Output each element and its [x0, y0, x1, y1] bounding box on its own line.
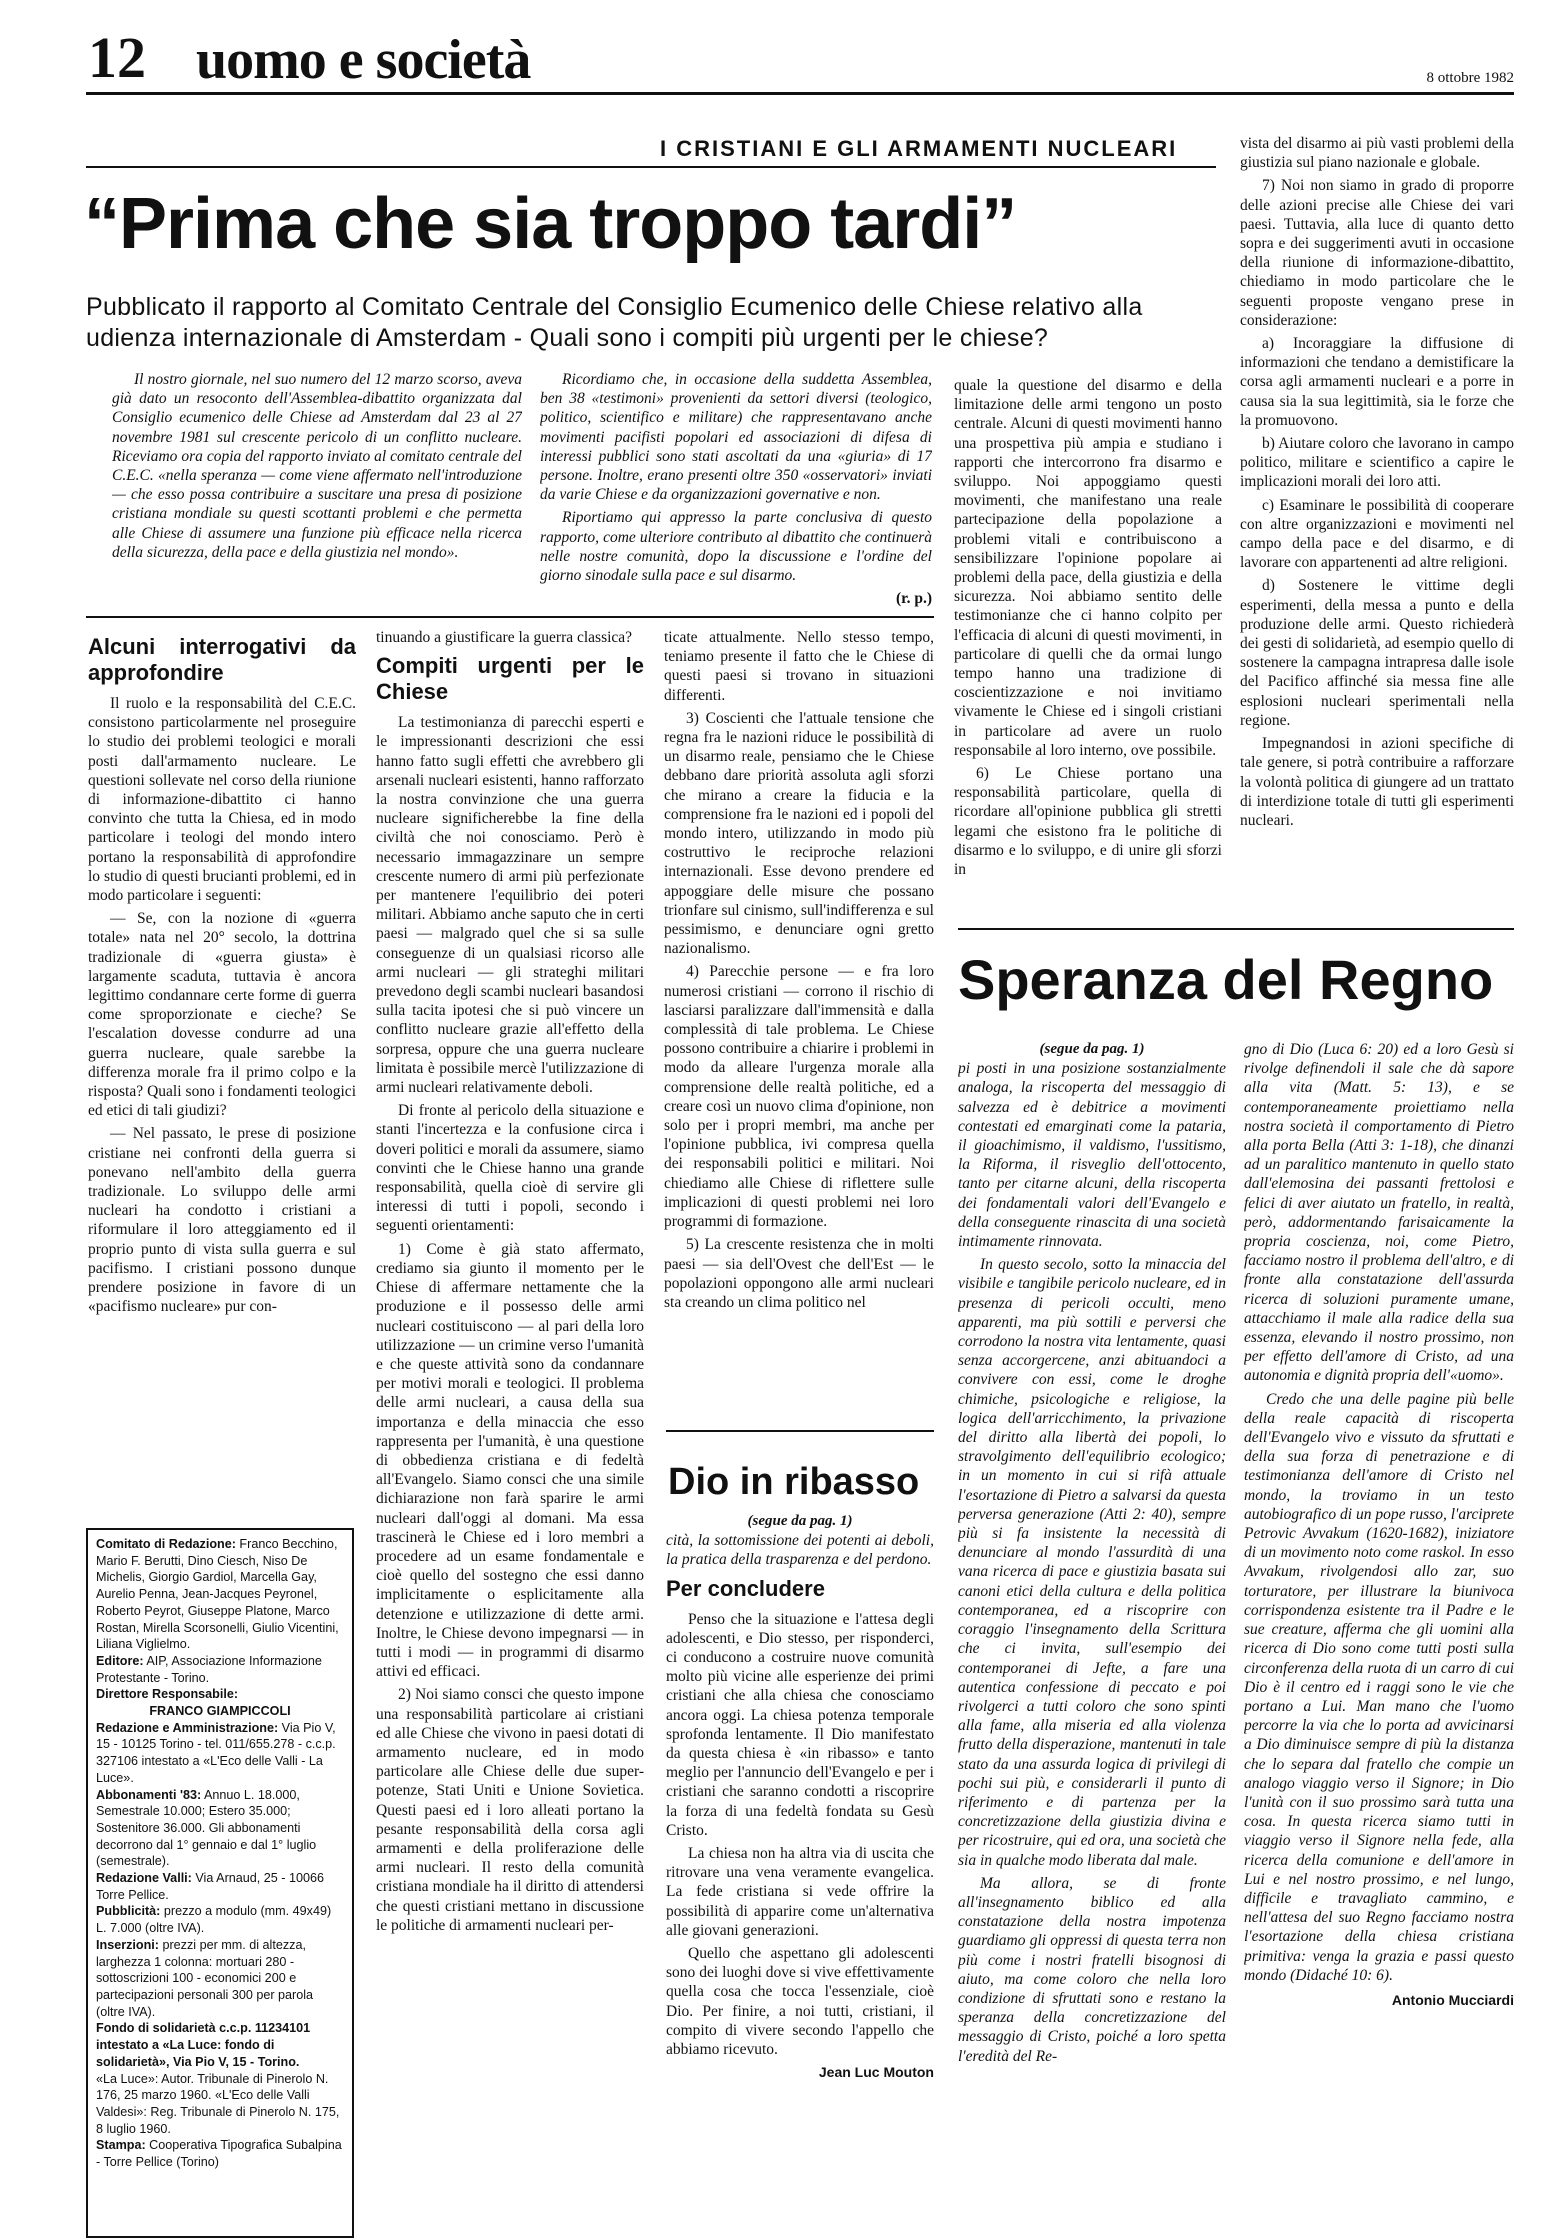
intro-signature: (r. p.): [895, 590, 932, 608]
credits-line: Pubblicità: prezzo a modulo (mm. 49x49) L. 7.000 (oltre IVA).: [96, 1904, 332, 1936]
paragraph: Di fronte al pericolo della situazione e stanti l'incertezza e la confusione circa i doveri politici e morali da assumere, siamo convinti che le Chiese hanno una grande responsabilità, quella cioè di servire gli interessi di tutti i popoli, secondo i seguenti orientamenti:: [376, 1102, 644, 1235]
paragraph: vista del disarmo ai più vasti problemi della giustizia sul piano nazionale e globale.: [1240, 135, 1514, 172]
paragraph: 7) Noi non siamo in grado di proporre delle azioni precise alle Chiese dei vari paesi. Tuttavia, alla luce di quanto detto sopra e dei suggerimenti avuti in occasione della riunione di informazione-dibattito, chiediamo in modo particolare che le seguenti proposte vengano prese in considerazione:: [1240, 177, 1514, 329]
section-title: uomo e società: [196, 29, 531, 91]
intro-column-2: [540, 370, 932, 610]
credits-line: Inserzioni: prezzi per mm. di altezza, larghezza 1 colonna: mortuari 280 - sottoscrizioni 100 - economici 200 e partecipazioni personali 300 per parola (oltre IVA).: [96, 1937, 314, 2019]
subheading-compiti: Compiti urgenti per le Chiese: [376, 653, 644, 705]
article-deck: Pubblicato il rapporto al Comitato Centrale del Consiglio Ecumenico delle Chiese relativo alla udienza internazionale di Amsterdam - Quali sono i compiti più urgenti per le chiese?: [86, 293, 1143, 352]
continued-from-note: (segue da pag. 1): [1039, 1041, 1145, 1057]
credits-line: Fondo di solidarietà c.c.p. 11234101 intestato a «La Luce: fondo di solidarietà», Via Pio V, 15 - Torino.: [96, 2021, 311, 2069]
paragraph: La chiesa non ha altra via di uscita che ritrovare una vena veramente evangelica. La fede cristiana si vede offrire la possibilità di apparire come un'alternativa alle giovani generazioni.: [666, 1845, 934, 1939]
article-headline: “Prima che sia troppo tardi”: [84, 184, 1017, 264]
credits-line: «La Luce»: Autor. Tribunale di Pinerolo N. 176, 25 marzo 1960. «L'Eco delle Valli Valdesi»: Reg. Tribunale di Pinerolo N. 175, 8 luglio 1960.: [96, 2071, 340, 2136]
speranza-article-title: Speranza del Regno: [958, 948, 1494, 1011]
paragraph: Credo che una delle pagine più belle della reale capacità di riscoperta dell'Evangelo vivo e vissuto da sfruttati e della sua forza di penetrazione e di testimonianza dell'amore di Cristo nel mondo, la troviamo in un testo autobiografico di un pope russo, l'arciprete Petrovic Avvakum (1620-1682), iniziatore di un movimento noto come raskol. In esso Avvakum, rivolgendosi allo zar, suo torturatore, per illustrare la biunivoca corrispondenza esistente tra il Padre e le sue creature, afferma che gli uomini alla ricerca di Dio sono come tutti posti sulla circonferenza della ruota di un carro di cui Dio è il centro ed i raggi sono le vie che portano a Lui. Man mano che l'uomo percorre la via che lo porta ad avvicinarsi a Dio diminuisce sempre di più la distanza che lo separa dal fratello che compie un analogo viaggio verso il Signore; in Dio l'unità con il suo prossimo sarà tutta una cosa. In questa ricerca siamo tutti in viaggio verso il Signore nella fede, alla ricerca della comunione e dell'amore in Lui e nel nostro prossimo, e nel lungo, difficile e travagliato cammino, e nell'attesa del suo Regno facciamo nostra l'esortazione della chiesa cristiana primitiva: venga la grazia e passi questo mondo (Didaché 10: 6).: [1244, 1390, 1514, 1984]
credits-line: Abbonamenti '83: Annuo L. 18.000, Semestrale 10.000; Estero 35.000; Sostenitore 36.000. Gli abbonamenti decorrono dal 1° gennaio e dal 1° luglio (semestrale).: [96, 1787, 317, 1869]
paragraph: 3) Coscienti che l'attuale tensione che regna fra le nazioni riduce le possibilità di un disarmo reale, pensiamo che le Chiese debbano dare priorità assoluta agli sforzi che mirano a creare la fiducia e la comprensione fra le nazioni ed i popoli del mondo intero, utilizzando in modo più costruttivo le reciproche relazioni internazionali. Esse devono prendere ed appoggiare delle misure che possano trionfare sul cinismo, sull'indifferenza e sul pessimismo, e denunciare ogni gretto nazionalismo.: [664, 709, 934, 958]
paragraph: 4) Parecchie persone — e fra loro numerosi cristiani — corrono il rischio di lasciarsi paralizzare dall'immensità e dalla complessità di tale problema. Le Chiese possono contribuire a chiarire i problemi in modo da alleare l'urgenza morale alla comprensione delle realtà politiche, ed a creare così un nuovo clima d'opinione, non solo per i propri membri, ma anche per l'opinione pubblica, ivi compresa quella dei responsabili politici e militari. Noi chiediamo alle Chiese di riflettere sulle implicazioni di questi problemi nei loro programmi di formazione.: [664, 963, 934, 1231]
paragraph: Ma allora, se di fronte all'insegnamento biblico ed alla constatazione della nostra impotenza guardiamo gli oppressi di questa terra non più come i nostri fratelli bisognosi di aiuto, ma come coloro che nella loro condizione di sfruttati sono e restano la speranza della concretizzazione del messaggio di Cristo, poiché a loro spetta l'eredità del Re-: [958, 1874, 1226, 2065]
body-column-5: [1240, 134, 1514, 914]
credits-line: Comitato di Redazione: Franco Becchino, Mario F. Berutti, Dino Ciesch, Niso De Michelis, Giorgio Gardiol, Marcella Gay, Aurelio Penna, Jean-Jacques Peyronel, Roberto Peyrot, Giuseppe Platone, Marco Rostan, Mirella Scorsonelli, Giulio Vicentini, Liliana Viglielmo.: [96, 1537, 339, 1652]
speranza-top-rule: [958, 928, 1514, 930]
paragraph: Quello che aspettano gli adolescenti sono dei luoghi dove si vive effettivamente quella cosa che tocca l'essenziale, cioè Dio. Per finire, a noi tutti, cristiani, il compito di vivere secondo l'appello che abbiamo ricevuto.: [666, 1945, 934, 2059]
dio-top-rule: [666, 1430, 934, 1432]
speranza-column-b: [1244, 1040, 1514, 2190]
dio-article-body: [666, 1512, 934, 2192]
paragraph: tinuando a giustificare la guerra classica?: [376, 629, 633, 646]
subheading-interrogativi: Alcuni interrogativi da approfondire: [88, 634, 356, 685]
credits-line: Direttore Responsabile:: [96, 1687, 239, 1702]
paragraph: a) Incoraggiare la diffusione di informazioni che tendano a demistificare la corsa agli armamenti nucleari e a porre in causa sia la sua legittimità, sia le forze che la promuovono.: [1240, 335, 1514, 429]
credits-line: Editore: AIP, Associazione Informazione Protestante - Torino.: [96, 1653, 322, 1685]
article-kicker: I CRISTIANI E GLI ARMAMENTI NUCLEARI: [660, 136, 1178, 161]
paragraph: c) Esaminare le possibilità di cooperare con altre organizzazioni e movimenti nel campo della pace e del disarmo, e di lavorare con appartenenti ad altre religioni.: [1240, 496, 1514, 572]
subheading-per-concludere: Per concludere: [666, 1575, 825, 1601]
paragraph: gno di Dio (Luca 6: 20) ed a loro Gesù si rivolge definendoli il sale che dà sapore alla vita (Matt. 5: 13), e se contemporaneamente proiettiamo nella nostra società il comportamento di Pietro alla porta Bella (Atti 3: 1-18), che dinanzi ad un paralitico mantenuto in quello stato dall'elemosina dei passanti frettolosi e felici di aver aiutato un fratello, in realtà, però, addormentando farisaicamente la propria coscienza, noi, come Pietro, facciamo nostro il problema dell'altro, e di fronte alla constatazione dell'assurda ricerca di soluzioni puramente umane, attacchiamo il male alla radice della sua essenza, elevando il nostro prossimo, non per effetto dell'amore di Cristo, ad una autonomia e dignità propria dell'«uomo».: [1244, 1041, 1514, 1385]
kicker-rule: [86, 166, 1216, 168]
intro-text-2: Ricordiamo che, in occasione della suddetta Assemblea, ben 38 «testimoni» provenienti da settori diversi (teologico, politico, scientifico e militare) che rappresentavano anche movimenti pacifisti popolari ed associazioni di difesa di interessi pubblici sono stati ascoltati da una «giuria» di 17 persone. Inoltre, erano presenti oltre 350 «osservatori» inviati da varie Chiese e da organizzazioni governative e non.: [540, 371, 932, 504]
paragraph: La testimonianza di parecchi esperti e le impressionanti descrizioni che essi hanno fatto sugli effetti che avrebbero gli arsenali nucleari esistenti, hanno rafforzato la nostra convinzione che una guerra nucleare significherebbe la fine della civiltà che noi conosciamo. Però è necessario immagazzinare un sempre crescente numero di armi più perfezionate per mantenere l'equilibrio dei poteri militari. Abbiamo anche saputo che in certi paesi — malgrado quel che si sa sulle conseguenze di un qualsiasi ricorso alle armi nucleari — gli strateghi militari prevedono degli scambi nucleari basandosi sulla tacita ipotesi che si può vincere un conflitto nucleare grazie all'effetto della sorpresa, oppure che una guerra nucleare limitata è possibile mercè l'utilizzazione di armi nucleari relativamente deboli.: [376, 714, 644, 1097]
intro-text-1: Il nostro giornale, nel suo numero del 12 marzo scorso, aveva già dato un resoconto dell'Assemblea-dibattito organizzata dal Consiglio ecumenico delle Chiese ad Amsterdam dal 23 al 27 novembre 1981 sul crescente pericolo di un conflitto nucleare. Riceviamo ora copia del rapporto inviato al comitato centrale del C.E.C. «nella speranza — come viene affermato nell'introduzione — che esso possa contribuire a suscitare una presa di posizione cristiana mondiale su questi scottanti problemi e che permetta alle Chiese di assumere una funzione più efficace nella ricerca della sicurezza, della pace e della giustizia nel mondo».: [112, 371, 522, 561]
credits-line: Redazione Valli: Via Arnaud, 25 - 10066 Torre Pellice.: [96, 1871, 324, 1902]
dio-article-title: Dio in ribasso: [668, 1461, 920, 1503]
body-column-3: [664, 628, 934, 1424]
body-column-4: [954, 376, 1222, 916]
intro-rule: [86, 616, 934, 618]
body-column-1: [88, 628, 356, 1518]
masthead-rule: [86, 92, 1514, 95]
paragraph: 1) Come è già stato affermato, crediamo sia giunto il momento per le Chiese di affermare nettamente che la produzione e il possesso delle armi nucleari costituiscono — al pari della loro utilizzazione — un crimine verso l'umanità e che queste attività sono da condannare per motivi morali e teologici. Il problema delle armi nucleari, a causa della sua importanza e della minaccia che esso rappresenta per l'umanità, è una questione di obbedienza cristiana e di fedeltà all'Evangelo. Siamo consci che una simile dichiarazione non farà sparire le armi nucleari dall'oggi al domani. Ma essa trascinerà le Chiese ed i loro membri a procedere ad un esame fondamentale e cioè quello del sostegno che essi danno implicitamente o esplicitamente alla detenzione e utilizzazione di dette armi. Inoltre, le Chiese devono impegnarsi — in tutti i modi — in programmi di disarmo attivi ed efficaci.: [376, 1240, 644, 1681]
paragraph: In questo secolo, sotto la minaccia del visibile e tangibile pericolo nucleare, ed in presenza di pericoli occulti, meno apparenti, ma più sottili e perversi che corrodono la nostra vita lentamente, quasi senza accorgercene, anzi abituandoci a convivere con essi, come le droghe chimiche, psicologiche e religiose, la logica dell'arricchimento, la privazione del diritto alla libertà dei popoli, lo stravolgimento dell'equilibrio ecologico; in un momento in cui si rifà attuale l'esortazione di Pietro a salvarsi da questa perversa generazione (Atti 2: 40), sempre più si fa insistente la necessità di denunciare al mondo l'assurdità di una vana ricerca di pace e giustizia basata sui canoni etici della cultura e della politica contemporanea, ed a riscoprire con coraggio l'insegnamento della Scrittura che ci invita, sull'esempio dei contemporanei di Jefte, a fare una autentica confessione di peccato e poi rivolgerci a tutti coloro che sono spinti alla fame, alla miseria ed alla violenza frutto della disperazione, mantenuti in tale stato da una assurda logica di privilegi di pochi sui più, e considerarli il punto di riferimento e di partenza per la concretizzazione della giustizia divina e per ricostruire, qui ed ora, una società che sia in qualche modo liberata dal male.: [958, 1256, 1226, 1869]
paragraph: 6) Le Chiese portano una responsabilità particolare, quella di ricordare all'opinione pubblica gli stretti legami che esistono fra le politiche di disarmo e lo sviluppo, e di unire gli sforzi in: [954, 765, 1222, 879]
paragraph: Impegnandosi in azioni specifiche di tale genere, si potrà contribuire a rafforzare la volontà politica di giungere ad un trattato di interdizione totale di tutti gli esperimenti nucleari.: [1240, 735, 1514, 829]
author-signature: Antonio Mucciardi: [1391, 1991, 1514, 2008]
paragraph: 2) Noi siamo consci che questo impone una responsabilità particolare ai cristiani ed alle Chiese che vivono in paesi dotati di armamento nucleare, ed in modo particolare alle Chiese delle due super-potenze, Stati Uniti e Unione Sovietica. Questi paesi ed i loro alleati portano la pesante responsabilità della corsa agli armamenti e della proliferazione delle armi nucleari. Il resto della comunità cristiana mondiale ha il diritto di attendersi che questi cristiani mettano in discussione le politiche di armamenti nucleari per-: [376, 1686, 644, 1934]
credits-line: FRANCO GIAMPICCOLI: [149, 1704, 291, 1719]
page-number: 12: [88, 25, 146, 90]
credits-line: Stampa: Cooperativa Tipografica Subalpina - Torre Pellice (Torino): [96, 2138, 342, 2170]
intro-column-1: [112, 370, 522, 610]
paragraph: Il ruolo e la responsabilità del C.E.C. consistono particolarmente nel proseguire lo studio dei problemi teologici e morali posti dall'armamento nucleare. Le questioni sollevate nel corso della riunione di informazione-dibattito ci hanno convinto che tutta la Chiesa, ed in modo particolare i teologi del mondo intero portano la responsabilità di approfondire lo studio di questi brucianti problemi, ed in modo particolare i seguenti:: [88, 695, 356, 905]
paragraph: pi posti in una posizione sostanzialmente analoga, la riscoperta del messaggio di salvezza ed è debitrice a movimenti contestati ed emarginati come la pataria, il gioachimismo, il valdismo, l'ussitismo, la Riforma, il risveglio dell'ottocento, tanto per citarne alcuni, della riscoperta dei fondamentali valori dell'Evangelo e della conseguente rinascita di una società intimamente rinnovata.: [958, 1060, 1226, 1251]
paragraph: ticate attualmente. Nello stesso tempo, teniamo presente il fatto che le Chiese di questi paesi si trovano in situazioni differenti.: [664, 629, 934, 704]
paragraph: — Nel passato, le prese di posizione cristiane nei confronti della guerra si ponevano nell'ambito della guerra tradizionale. Lo sviluppo delle armi nucleari ha condotto i cristiani a riformulare il loro atteggiamento ed il proprio punto di vista sulla guerra e sul pacifismo. I cristiani possono dunque prendere posizione in favore di un «pacifismo nucleare» pur con-: [88, 1125, 356, 1316]
credits-line: Redazione e Amministrazione: Via Pio V, 15 - 10125 Torino - tel. 011/655.278 - c.c.p. 327106 intestato a «L'Eco delle Valli - La Luce».: [96, 1720, 336, 1785]
intro-text-3: Riportiamo qui appresso la parte conclusiva di questo rapporto, come ulteriore contributo al dibattito che continuerà nelle nostre comunità, dopo la discussione e l'ordine del giorno sinodale sulla pace e sul disarmo.: [540, 509, 932, 585]
paragraph: 5) La crescente resistenza che in molti paesi — sia dell'Ovest che dell'Est — le popolazioni oppongono alle armi nucleari sta creando un clima politico nel: [664, 1236, 934, 1311]
author-signature: Jean Luc Mouton: [818, 2064, 934, 2081]
speranza-column-a: [958, 1040, 1226, 2190]
paragraph: quale la questione del disarmo e della limitazione delle armi tengono un posto centrale. Alcuni di questi movimenti hanno una prospettiva più ampia e studiano i rapporti che intercorrono fra disarmo e sviluppo. Noi appoggiamo questi movimenti, che manifestano una reale partecipazione della popolazione a problemi vitali e contribuiscono a sensibilizzare l'opinione popolare ai problemi della pace, della giustizia e della sicurezza. Noi abbiamo sentito delle testimonianze che ci hanno colpito per l'efficacia di alcuni di questi movimenti, in particolare di quelli che da ormai lungo tempo hanno una tradizione di coscientizzazione e noi invitiamo vivamente le Chiese ed i singoli cristiani in particolare ad avere un ruolo responsabile al loro interno, ove possibile.: [954, 377, 1222, 759]
paragraph: — Se, con la nozione di «guerra totale» nata nel 20° secolo, la dottrina tradizionale di «guerra giusta» è largamente scaduta, tuttavia è ancora legittimo condannare certe forme di guerra come sproporzionate e cieche? Se l'escalation dovesse condurre ad una guerra nucleare, quale sarebbe la differenza morale fra il primo colpo e la risposta? Quali sono i fondamenti teologici ed etici di tali giudizi?: [88, 910, 356, 1120]
paragraph: d) Sostenere le vittime degli esperimenti, della messa a punto e della produzione delle armi. Questo richiederà dei gesti di solidarietà, ad esempio quello di sostenere la campagna intrapresa dalle isole del Pacifico affinché sia messa fine alle esplosioni nucleari sperimentali nella regione.: [1240, 577, 1514, 729]
paragraph: cità, la sottomissione dei potenti ai deboli, la pratica della trasparenza e del perdono.: [666, 1532, 934, 1569]
editorial-credits-box: [86, 1528, 354, 2238]
continued-from-note: (segue da pag. 1): [747, 1513, 853, 1529]
body-column-2: [376, 628, 644, 2188]
paragraph: b) Aiutare coloro che lavorano in campo politico, militare e scientifico a capire le implicazioni morali dei loro atti.: [1240, 435, 1514, 491]
issue-date: 8 ottobre 1982: [1426, 70, 1514, 86]
paragraph: Penso che la situazione e l'attesa degli adolescenti, e Dio stesso, per risponderci, ci conducono a costruire nuove comunità molto più vicine alle esperienze dei primi cristiani che alla chiesa che conosciamo ancora oggi. La chiesa potenza temporale sprofonda lentamente. Il Dio manifestato da questa chiesa è «in ribasso» e tanto meglio per l'annuncio dell'Evangelo e per i cristiani che saranno condotti a riscoprire la forza di una fedeltà fondata su Gesù Cristo.: [666, 1610, 934, 1839]
